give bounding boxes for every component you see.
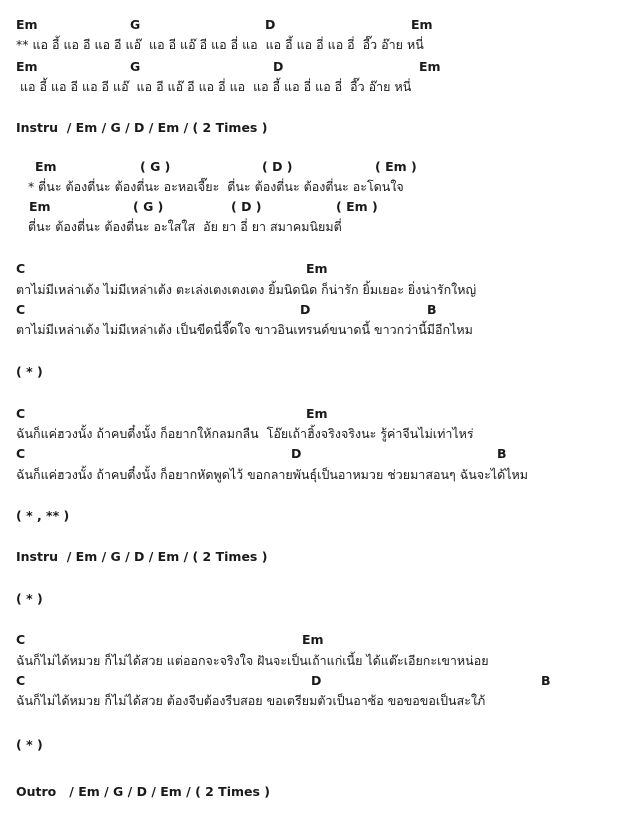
chord: Em: [29, 199, 51, 214]
repeat-chorus-hook-marker: ( * , ** ): [16, 508, 70, 523]
chord: ( G ): [140, 159, 171, 174]
chord: C: [16, 406, 26, 421]
verse-3-line-1-lyric: ฉันก็ไม่ได้หมวย ก็ไม่ได้สวย แต่ออกจะจริงใจ ฝันจะเป็นเถ้าแก่เนี้ย ได้แต๊ะเอียกะเขาหน่อย: [16, 653, 489, 668]
chord: ( G ): [133, 199, 164, 214]
chord: G: [130, 17, 141, 32]
chord: Em: [35, 159, 57, 174]
chord: Em: [302, 632, 324, 647]
chord: C: [16, 261, 26, 276]
chord: Em: [16, 59, 38, 74]
repeat-chorus-marker: ( * ): [16, 737, 43, 752]
verse-2-line-2-lyric: ฉันก็แค่ฮวงนั้ง ถ้าคบตี๋งนั้ง ก็อยากหัดพูดไว้ ขอกลายพันธุ์เป็นอาหมวย ช่วยมาสอนๆ ฉันจะได้ไหม: [16, 467, 528, 482]
verse-1-line-2-lyric: ตาไม่มีเหล่าเต้ง ไม่มีเหล่าเต้ง เป็นขีดนี่จี๊ดใจ ขาวอินเทรนด์ขนาดนี้ ขาวกว่านี้มีอีกไหม: [16, 322, 473, 337]
chord: ( Em ): [375, 159, 417, 174]
verse-1-line-1-lyric: ตาไม่มีเหล่าเต้ง ไม่มีเหล่าเต้ง ตะเล่งเตงเตงเตง ยิ้มนิดนิด ก็น่ารัก ยิ้มเยอะ ยิ่งน่ารักใหญ่: [16, 282, 477, 297]
chord: G: [130, 59, 141, 74]
hook-line-1-lyric: ** แอ อี้ แอ อี แอ อี แอ๊ แอ อี แอ๊ อี แอ อี่ แอ แอ อี้ แอ อี่ แอ อี่ อี๊ว อ๊าย หนี่: [16, 37, 424, 52]
chord: ( Em ): [336, 199, 378, 214]
chord: D: [311, 673, 322, 688]
chord: Em: [16, 17, 38, 32]
chord: C: [16, 632, 26, 647]
chord: C: [16, 302, 26, 317]
instrumental-line: Instru / Em / G / D / Em / ( 2 Times ): [16, 549, 268, 564]
chord: Em: [306, 261, 328, 276]
chord: B: [541, 673, 551, 688]
verse-3-line-2-lyric: ฉันก็ไม่ได้หมวย ก็ไม่ได้สวย ต้องจีบต้องรีบสอย ขอเตรียมตัวเป็นอาซ้อ ขอขอขอเป็นสะใภ้: [16, 693, 486, 708]
repeat-chorus-marker: ( * ): [16, 591, 43, 606]
chord: D: [300, 302, 311, 317]
repeat-chorus-marker: ( * ): [16, 364, 43, 379]
chord: B: [497, 446, 507, 461]
chord: D: [265, 17, 276, 32]
instrumental-line: Instru / Em / G / D / Em / ( 2 Times ): [16, 120, 268, 135]
chord: ( D ): [262, 159, 293, 174]
chorus-line-1-lyric: * ตี่นะ ต้องตี่นะ ต้องตี่นะ อะหอเจี๊ยะ ตี่นะ ต้องตี่นะ ต้องตี่นะ อะโดนใจ: [20, 179, 404, 194]
hook-line-2-lyric: แอ อี้ แอ อี แอ อี แอ๊ แอ อี แอ๊ อี แอ อี่ แอ แอ อี้ แอ อี่ แอ อี่ อี๊ว อ๊าย หนี่: [16, 79, 412, 94]
chord: B: [427, 302, 437, 317]
chord: Em: [306, 406, 328, 421]
chord: D: [273, 59, 284, 74]
chord: C: [16, 446, 26, 461]
chord: C: [16, 673, 26, 688]
chord: D: [291, 446, 302, 461]
chorus-line-2-lyric: ตี่นะ ต้องตี่นะ ต้องตี่นะ อะใสใส อัย ยา อี่ ยา สมาคมนิยมตี่: [20, 219, 342, 234]
chord: Em: [419, 59, 441, 74]
outro-line: Outro / Em / G / D / Em / ( 2 Times ): [16, 784, 270, 799]
chord: ( D ): [231, 199, 262, 214]
verse-2-line-1-lyric: ฉันก็แค่ฮวงนั้ง ถ้าคบตี๋งนั้ง ก็อยากให้กลมกลืน โอ๊ยเถ้าฮิ้งจริงจริงนะ รู้ค่าจีนไม่เท่าไหร่: [16, 426, 474, 441]
chord: Em: [411, 17, 433, 32]
